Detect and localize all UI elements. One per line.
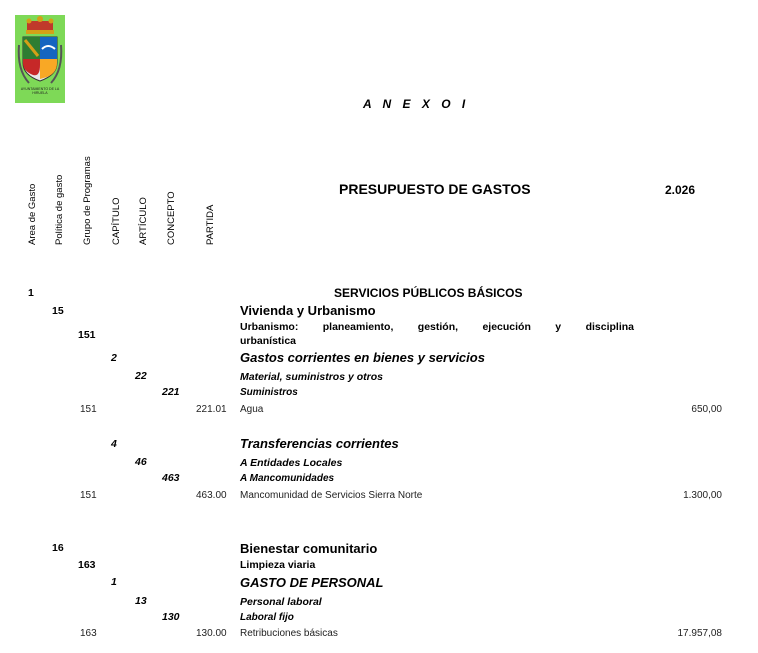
group-label: Limpieza viaria [240,559,316,571]
chapter-label: Transferencias corrientes [240,436,399,451]
row-group: 151 [80,490,97,501]
page-title: PRESUPUESTO DE GASTOS [339,181,531,197]
chapter-code: 2 [111,352,117,364]
policy-code: 16 [52,542,64,554]
concept-code: 221 [162,386,180,398]
row-partida: 463.00 [196,490,227,501]
chapter-code: 4 [111,438,117,450]
column-header-capitulo: CAPÍTULO [111,197,122,245]
concept-label: A Mancomunidades [240,473,335,484]
group-label: Urbanismo: planeamiento, gestión, ejecución y disciplina [240,321,634,333]
row-label: Agua [240,404,264,415]
logo-caption: AYUNTAMIENTO DE LA HIRUELA [20,87,60,95]
row-group: 151 [80,404,97,415]
policy-label: Vivienda y Urbanismo [240,303,376,318]
row-group: 163 [80,628,97,639]
area-label: SERVICIOS PÚBLICOS BÁSICOS [334,286,523,300]
group-code: 163 [78,559,96,571]
concept-label: Suministros [240,387,298,398]
coat-of-arms-logo [15,15,65,103]
row-partida: 130.00 [196,628,227,639]
article-label: Personal laboral [240,596,322,608]
row-amount: 17.957,08 [677,628,722,639]
policy-label: Bienestar comunitario [240,541,378,556]
group-code: 151 [78,329,96,341]
group-label-cont: urbanística [240,335,297,347]
article-code: 46 [135,456,147,468]
row-label: Mancomunidad de Servicios Sierra Norte [240,490,423,501]
article-code: 13 [135,595,147,607]
column-header-politica: Política de gasto [54,174,65,245]
column-header-partida: PARTIDA [205,204,216,245]
annex-heading: A N E X O I [363,97,470,111]
column-header-grupo: Grupo de Programas [82,156,93,245]
concept-label: Laboral fijo [240,612,294,623]
row-partida: 221.01 [196,404,227,415]
column-header-area: Area de Gasto [27,183,38,245]
article-label: A Entidades Locales [240,457,343,469]
column-header-articulo: ARTÍCULO [138,197,149,245]
row-label: Retribuciones básicas [240,628,338,639]
policy-code: 15 [52,305,64,317]
chapter-code: 1 [111,576,117,588]
budget-year: 2.026 [665,183,696,197]
area-code: 1 [28,287,34,299]
article-label: Material, suministros y otros [240,371,383,383]
row-amount: 1.300,00 [683,490,722,501]
chapter-label: Gastos corrientes en bienes y servicios [240,350,485,365]
concept-code: 463 [162,472,180,484]
row-amount: 650,00 [691,404,722,415]
concept-code: 130 [162,611,180,623]
chapter-label: GASTO DE PERSONAL [240,575,384,590]
article-code: 22 [135,370,147,382]
column-header-concepto: CONCEPTO [166,191,177,245]
